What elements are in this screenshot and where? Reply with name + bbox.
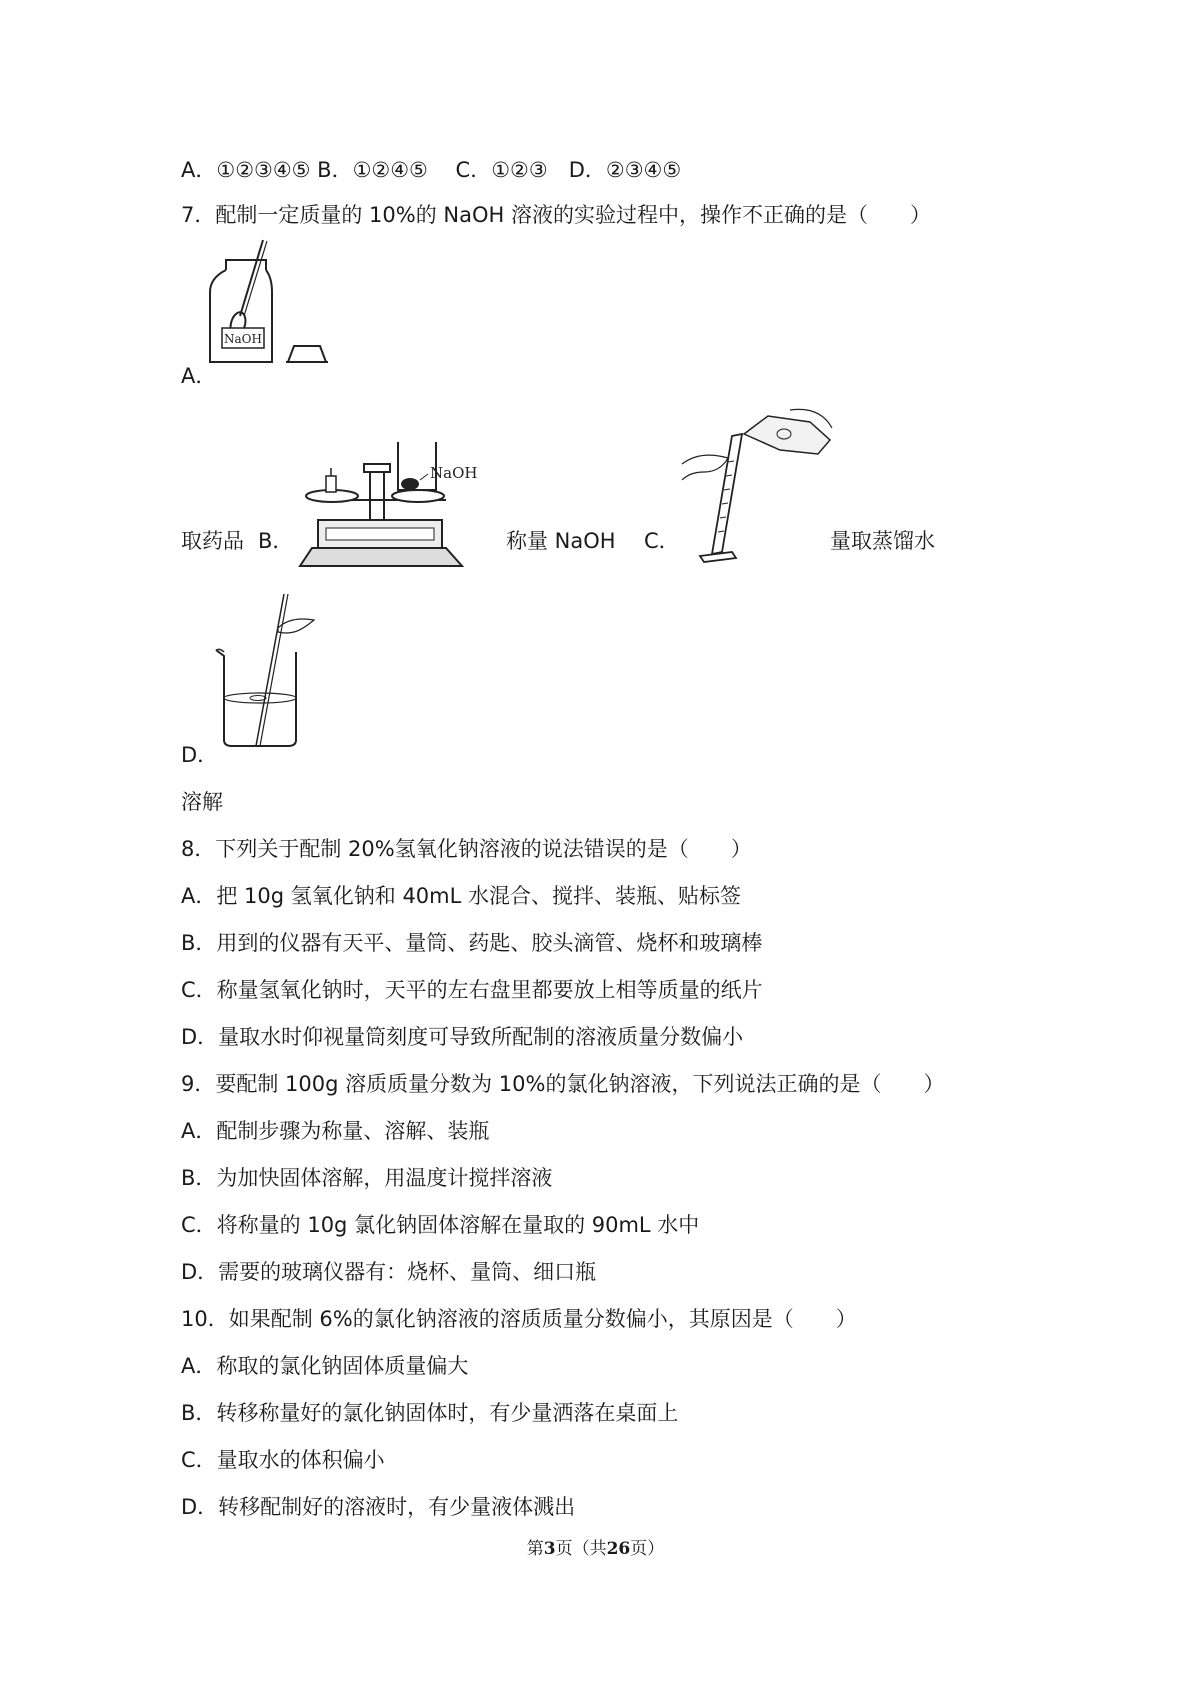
footer-suffix: 页） <box>630 1539 665 1559</box>
q9-option-d: D．需要的玻璃仪器有：烧杯、量筒、细口瓶 <box>181 1260 597 1284</box>
q10-option-b: B．转移称量好的氯化钠固体时，有少量洒落在桌面上 <box>181 1401 679 1425</box>
q8-option-c: C．称量氢氧化钠时，天平的左右盘里都要放上相等质量的纸片 <box>181 978 763 1002</box>
q10-option-d: D．转移配制好的溶液时，有少量液体溅出 <box>181 1495 576 1519</box>
q7-option-d-label: D． <box>181 743 219 767</box>
q10-stem: 10．如果配制 6%的氯化钠溶液的溶质质量分数偏小，其原因是（ ） <box>181 1307 857 1331</box>
q7-option-b-caption: 称量 NaOH <box>506 529 616 553</box>
beaker-stirring-figure <box>214 590 324 750</box>
q7-option-c-label: C． <box>644 529 680 553</box>
q9-option-b: B．为加快固体溶解，用温度计搅拌溶液 <box>181 1166 553 1190</box>
footer-page-number: 3 <box>543 1539 556 1559</box>
footer-prefix: 第 <box>526 1539 544 1559</box>
balance-figure <box>296 440 496 570</box>
q7-option-a-caption: 取药品 <box>181 529 244 553</box>
q8-stem: 8．下列关于配制 20%氢氧化钠溶液的说法错误的是（ ） <box>181 837 752 861</box>
q8-option-a: A．把 10g 氢氧化钠和 40mL 水混合、搅拌、装瓶、贴标签 <box>181 884 741 908</box>
q7-option-a-label: A． <box>181 364 217 388</box>
measuring-cylinder-figure <box>680 406 840 566</box>
q8-option-d: D．量取水时仰视量筒刻度可导致所配制的溶液质量分数偏小 <box>181 1025 744 1049</box>
q7-stem: 7．配制一定质量的 10%的 NaOH 溶液的实验过程中，操作不正确的是（ ） <box>181 203 931 227</box>
q8-option-b: B．用到的仪器有天平、量筒、药匙、胶头滴管、烧杯和玻璃棒 <box>181 931 763 955</box>
balance-naoh-label: NaOH <box>430 464 478 482</box>
q9-option-c: C．将称量的 10g 氯化钠固体溶解在量取的 90mL 水中 <box>181 1213 700 1237</box>
q10-option-c: C．量取水的体积偏小 <box>181 1448 385 1472</box>
q9-stem: 9．要配制 100g 溶质质量分数为 10%的氯化钠溶液，下列说法正确的是（ ） <box>181 1072 945 1096</box>
footer-middle: 页（共 <box>555 1539 607 1559</box>
page-footer <box>0 1534 1191 1559</box>
footer-total-pages: 26 <box>606 1539 631 1559</box>
q6-options: A．①②③④⑤ B．①②④⑤ C．①②③ D．②③④⑤ <box>181 158 682 182</box>
q7-option-b-label: B． <box>258 529 294 553</box>
bottle-label-text: NaOH <box>224 332 262 346</box>
q7-option-d-caption: 溶解 <box>181 790 223 814</box>
reagent-bottle-figure <box>208 236 358 368</box>
q7-option-c-caption: 量取蒸馏水 <box>830 529 935 553</box>
q9-option-a: A．配制步骤为称量、溶解、装瓶 <box>181 1119 490 1143</box>
q10-option-a: A．称取的氯化钠固体质量偏大 <box>181 1354 469 1378</box>
